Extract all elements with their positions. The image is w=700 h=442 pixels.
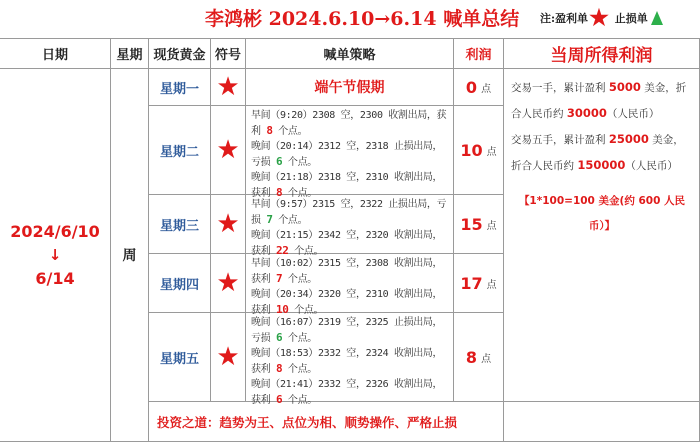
summary-text: 美金，折合人民币约 xyxy=(511,134,684,172)
header-week: 星期 xyxy=(111,38,149,69)
header-strategy: 喊单策略 xyxy=(246,38,454,69)
strategy-text: 晚间（21:15）2342 空，2320 收割出局，获利 xyxy=(251,230,443,257)
profit-star-icon: ★ xyxy=(589,5,609,31)
points-value: 22 xyxy=(275,244,289,257)
loss-triangle-icon xyxy=(651,11,663,25)
arrow-down-icon: ↓ xyxy=(48,246,62,264)
title-band xyxy=(0,0,700,38)
strategy-text: 早间（9:20）2308 空，2300 收割出局，获利 xyxy=(251,110,447,137)
legend-loss-label: 止损单 xyxy=(614,12,648,25)
day-thursday: 星期四 xyxy=(149,254,211,313)
summary-value: 30000 xyxy=(566,106,607,120)
profit-star-icon: ★ xyxy=(211,106,246,195)
summary-text: 交易五手，累计盈利 xyxy=(511,134,609,146)
profit-friday xyxy=(454,313,504,402)
profit-unit: 点 xyxy=(486,279,497,291)
day-tuesday: 星期二 xyxy=(149,106,211,195)
strategy-text: 个点。 xyxy=(282,157,317,168)
points-value: 7 xyxy=(275,272,283,285)
strategy-text: 晚间（20:34）2320 空，2310 收割出局，获利 xyxy=(251,289,443,316)
summary-five-lots xyxy=(511,127,693,179)
profit-value: 17 xyxy=(460,273,483,293)
profit-value: 8 xyxy=(465,347,478,367)
summary-text: （人民币） xyxy=(606,108,660,120)
profit-unit: 点 xyxy=(481,83,492,95)
header-date: 日期 xyxy=(0,38,111,69)
date-range xyxy=(0,69,111,442)
points-value: 8 xyxy=(275,362,283,375)
page-title: 李鸿彬 2024.6.10→6.14 喊单总结 xyxy=(205,8,520,30)
strategy-text: 个点。 xyxy=(282,188,317,199)
points-value: 10 xyxy=(275,303,289,316)
profit-star-icon: ★ xyxy=(211,313,246,402)
profit-tuesday xyxy=(454,106,504,195)
header-profit: 利润 xyxy=(454,38,504,69)
day-friday: 星期五 xyxy=(149,313,211,402)
investment-motto: 投资之道：趋势为王、点位为相、顺势操作、严格止损 xyxy=(149,402,504,442)
strategy-thursday xyxy=(246,254,454,316)
week-label: 周 xyxy=(111,69,149,442)
profit-star-icon: ★ xyxy=(211,69,246,106)
summary-value: 25000 xyxy=(608,132,649,146)
legend-profit-label: 盈利单 xyxy=(555,12,589,25)
profit-value: 15 xyxy=(460,214,483,234)
summary-text: 交易一手，累计盈利 xyxy=(511,82,609,94)
strategy-line xyxy=(251,197,449,228)
profit-star-icon: ★ xyxy=(211,195,246,254)
strategy-line xyxy=(251,139,449,170)
profit-thursday xyxy=(454,254,504,313)
summary-one-lot xyxy=(511,75,693,127)
strategy-line xyxy=(251,315,449,346)
strategy-wednesday xyxy=(246,195,454,257)
strategy-line xyxy=(251,256,449,287)
profit-star-icon: ★ xyxy=(211,254,246,313)
points-value: 6 xyxy=(275,331,283,344)
day-monday: 星期一 xyxy=(149,69,211,106)
profit-value: 0 xyxy=(465,77,478,97)
strategy-text: 个点。 xyxy=(282,395,317,406)
conversion-note: 【1*100=100 美金(约 600 人民币）】 xyxy=(518,195,686,232)
day-wednesday: 星期三 xyxy=(149,195,211,254)
strategy-text: 晚间（21:18）2318 空，2310 收割出局，获利 xyxy=(251,172,443,199)
strategy-text: 个点。 xyxy=(272,126,308,137)
strategy-line xyxy=(251,346,449,377)
strategy-text: 早间（9:57）2315 空，2322 止损出局，亏损 xyxy=(251,199,447,226)
strategy-text: 个点。 xyxy=(282,364,317,375)
profit-unit: 点 xyxy=(481,353,492,365)
profit-monday xyxy=(454,69,504,106)
points-value: 6 xyxy=(275,155,283,168)
summary-text: 美金，折合人民币约 xyxy=(511,82,687,120)
points-value: 8 xyxy=(266,124,273,137)
points-value: 8 xyxy=(275,186,283,199)
header-symbol: 符号 xyxy=(211,38,246,69)
strategy-text: 个点。 xyxy=(272,215,308,226)
strategy-text: 个点。 xyxy=(288,305,324,316)
date-start: 2024/6/10 xyxy=(10,222,100,241)
weekly-summary xyxy=(504,69,700,402)
profit-unit: 点 xyxy=(486,146,497,158)
strategy-text: 晚间（21:41）2332 空，2326 收割出局，获利 xyxy=(251,379,443,406)
summary-value: 5000 xyxy=(608,80,641,94)
strategy-text: 个点。 xyxy=(282,333,317,344)
empty-cell xyxy=(504,402,700,442)
strategy-text: 晚间（18:53）2332 空，2324 收割出局，获利 xyxy=(251,348,443,375)
strategy-tuesday xyxy=(246,106,454,199)
summary-value: 150000 xyxy=(577,158,626,172)
holiday-note: 端午节假期 xyxy=(246,69,454,106)
date-end: 6/14 xyxy=(35,269,75,288)
strategy-line xyxy=(251,108,449,139)
points-value: 6 xyxy=(275,393,283,406)
points-value: 7 xyxy=(266,213,273,226)
profit-value: 10 xyxy=(460,140,483,160)
legend-note-label: 注: xyxy=(540,12,556,25)
legend xyxy=(540,5,663,31)
strategy-text: 晚间（16:07）2319 空，2325 止损出局，亏损 xyxy=(251,317,443,344)
profit-wednesday xyxy=(454,195,504,254)
header-product: 现货黄金 xyxy=(149,38,211,69)
strategy-text: 个点。 xyxy=(282,274,317,285)
strategy-text: 个点。 xyxy=(288,246,324,257)
summary-text: （人民币） xyxy=(625,160,678,172)
strategy-text: 晚间（20:14）2312 空，2318 止损出局，亏损 xyxy=(251,141,443,168)
strategy-friday xyxy=(246,313,454,406)
strategy-text: 早间（10:02）2315 空，2308 收割出局，获利 xyxy=(251,258,443,285)
header-weekly-profit: 当周所得利润 xyxy=(504,38,700,69)
profit-unit: 点 xyxy=(486,220,497,232)
